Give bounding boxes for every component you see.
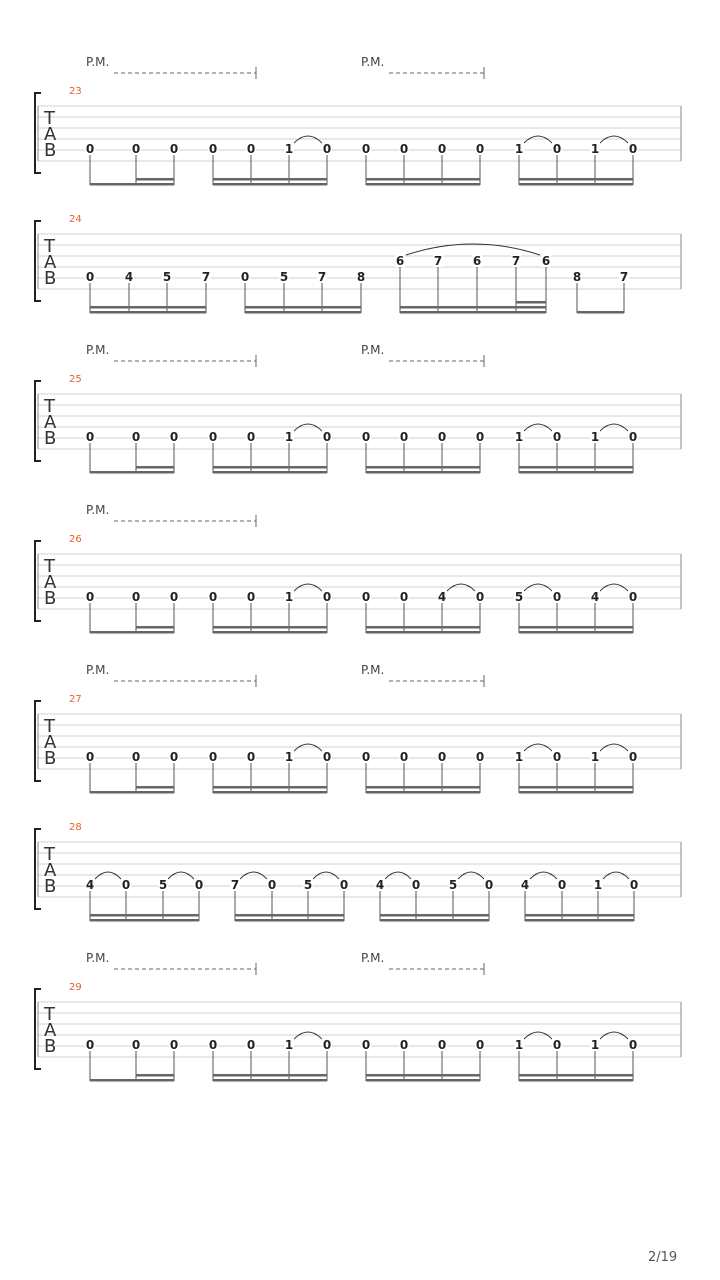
tab-clef-letter: T [44,1004,55,1025]
fret-number: 0 [628,1038,638,1052]
beam [366,183,480,186]
fret-number: 1 [514,142,524,156]
fret-number: 0 [131,590,141,604]
fret-number: 0 [437,142,447,156]
tab-clef-letter: T [44,108,55,129]
tab-system [35,951,681,1082]
fret-number: 1 [284,142,294,156]
fret-number: 0 [246,430,256,444]
beam [525,919,634,922]
fret-number: 0 [552,142,562,156]
fret-number: 0 [208,750,218,764]
tab-system [35,55,681,186]
secondary-beam [136,786,174,789]
fret-number: 0 [361,142,371,156]
beam [213,791,327,794]
fret-number: 0 [322,750,332,764]
fret-number: 0 [208,430,218,444]
beam [519,471,633,474]
fret-number: 0 [246,1038,256,1052]
fret-number: 0 [552,750,562,764]
secondary-beam [380,914,489,917]
tab-clef-letter: T [44,236,55,257]
fret-number: 0 [437,430,447,444]
fret-number: 0 [399,142,409,156]
fret-number: 0 [399,1038,409,1052]
fret-number: 0 [169,1038,179,1052]
measure-number: 24 [69,214,82,225]
fret-number: 8 [356,270,366,284]
fret-number: 0 [208,142,218,156]
fret-number: 5 [448,878,458,892]
tab-clef-letter: B [44,588,57,609]
fret-number: 0 [85,750,95,764]
fret-number: 0 [246,750,256,764]
fret-number: 0 [85,430,95,444]
fret-number: 0 [322,590,332,604]
beam [519,183,633,186]
fret-number: 0 [267,878,277,892]
beam [90,471,174,474]
tab-clef-letter: T [44,844,55,865]
beam [519,791,633,794]
fret-number: 0 [208,590,218,604]
fret-number: 1 [514,750,524,764]
beam [90,919,199,922]
beam [235,919,344,922]
fret-number: 0 [361,590,371,604]
palm-mute-label: P.M. [86,343,110,357]
secondary-beam [519,786,633,789]
secondary-beam [213,786,327,789]
tab-clef-letter: B [44,876,57,897]
beam [90,791,174,794]
beam [366,791,480,794]
fret-number: 4 [124,270,134,284]
secondary-beam [213,1074,327,1077]
measure-number: 25 [69,374,82,385]
measure-number: 26 [69,534,82,545]
fret-number: 0 [85,590,95,604]
fret-number: 1 [284,430,294,444]
fret-number: 4 [375,878,385,892]
fret-number: 0 [246,590,256,604]
tab-clef-letter: T [44,716,55,737]
tab-clef-letter: A [44,732,57,753]
fret-number: 0 [194,878,204,892]
secondary-beam [235,914,344,917]
fret-number: 0 [552,590,562,604]
fret-number: 0 [322,430,332,444]
fret-number: 0 [628,750,638,764]
fret-number: 0 [131,750,141,764]
secondary-beam [519,1074,633,1077]
fret-number: 7 [317,270,327,284]
measure-number: 27 [69,694,82,705]
fret-number: 0 [85,142,95,156]
secondary-beam [213,626,327,629]
secondary-beam [519,626,633,629]
tab-clef-letter: A [44,860,57,881]
tab-clef-letter: A [44,572,57,593]
beam [380,919,489,922]
fret-number: 0 [475,430,485,444]
fret-number: 0 [361,1038,371,1052]
fret-number: 8 [572,270,582,284]
fret-number: 1 [593,878,603,892]
beam [213,631,327,634]
fret-number: 0 [169,142,179,156]
palm-mute-label: P.M. [361,951,385,965]
measure-number: 28 [69,822,82,833]
secondary-beam [136,466,174,469]
fret-number: 1 [590,142,600,156]
fret-number: 0 [131,142,141,156]
fret-number: 1 [284,590,294,604]
fret-number: 0 [131,1038,141,1052]
palm-mute-label: P.M. [86,663,110,677]
tab-system [35,503,681,634]
tab-system [35,214,681,314]
tab-clef-letter: B [44,1036,57,1057]
beam [400,311,546,314]
tab-clef-letter: A [44,1020,57,1041]
page-number: 2/19 [648,1250,678,1265]
fret-number: 0 [322,142,332,156]
fret-number: 0 [629,878,639,892]
secondary-beam [366,178,480,181]
palm-mute-label: P.M. [86,503,110,517]
secondary-beam [90,306,206,309]
fret-number: 0 [628,142,638,156]
beam [90,631,174,634]
secondary-beam [213,178,327,181]
fret-number: 1 [284,1038,294,1052]
fret-number: 4 [520,878,530,892]
fret-number: 1 [514,1038,524,1052]
secondary-beam [366,466,480,469]
fret-number: 0 [399,430,409,444]
tertiary-beam [516,301,546,304]
fret-number: 0 [411,878,421,892]
beam [366,1079,480,1082]
fret-number: 0 [339,878,349,892]
fret-number: 0 [437,1038,447,1052]
fret-number: 5 [158,878,168,892]
fret-number: 0 [169,430,179,444]
fret-number: 5 [303,878,313,892]
palm-mute-label: P.M. [86,951,110,965]
secondary-beam [90,914,199,917]
secondary-beam [400,306,546,309]
fret-number: 0 [628,590,638,604]
beam [213,183,327,186]
beam [90,311,206,314]
fret-number: 0 [121,878,131,892]
tab-system [35,663,681,794]
tab-system [35,343,681,474]
fret-number: 0 [361,750,371,764]
secondary-beam [366,1074,480,1077]
palm-mute-label: P.M. [361,663,385,677]
fret-number: 6 [395,254,405,268]
fret-number: 1 [590,430,600,444]
beam [213,1079,327,1082]
fret-number: 0 [169,750,179,764]
fret-number: 0 [361,430,371,444]
secondary-beam [136,626,174,629]
fret-number: 7 [201,270,211,284]
fret-number: 0 [475,750,485,764]
tab-clef-letter: A [44,124,57,145]
beam [519,631,633,634]
fret-number: 6 [541,254,551,268]
fret-number: 1 [514,430,524,444]
beam [213,471,327,474]
beam [577,311,624,314]
fret-number: 0 [208,1038,218,1052]
fret-number: 1 [590,750,600,764]
measure-number: 23 [69,86,82,97]
fret-number: 0 [399,750,409,764]
tab-clef-letter: A [44,252,57,273]
beam [366,471,480,474]
secondary-beam [213,466,327,469]
fret-number: 0 [552,430,562,444]
fret-number: 7 [230,878,240,892]
tab-clef-letter: T [44,396,55,417]
fret-number: 0 [240,270,250,284]
fret-number: 0 [475,142,485,156]
secondary-beam [136,1074,174,1077]
secondary-beam [519,178,633,181]
fret-number: 5 [514,590,524,604]
fret-number: 0 [85,1038,95,1052]
fret-number: 0 [437,750,447,764]
tab-system [35,822,681,922]
beam [245,311,361,314]
tab-clef-letter: B [44,140,57,161]
secondary-beam [366,626,480,629]
fret-number: 0 [322,1038,332,1052]
fret-number: 0 [475,1038,485,1052]
palm-mute-label: P.M. [86,55,110,69]
fret-number: 0 [557,878,567,892]
fret-number: 0 [552,1038,562,1052]
fret-number: 0 [475,590,485,604]
secondary-beam [525,914,634,917]
tab-clef-letter: B [44,428,57,449]
fret-number: 0 [399,590,409,604]
fret-number: 7 [619,270,629,284]
beam [519,1079,633,1082]
palm-mute-label: P.M. [361,55,385,69]
measure-number: 29 [69,982,82,993]
fret-number: 0 [85,270,95,284]
fret-number: 0 [484,878,494,892]
fret-number: 6 [472,254,482,268]
secondary-beam [245,306,361,309]
fret-number: 7 [433,254,443,268]
fret-number: 5 [279,270,289,284]
fret-number: 1 [590,1038,600,1052]
fret-number: 4 [437,590,447,604]
palm-mute-label: P.M. [361,343,385,357]
beam [366,631,480,634]
fret-number: 7 [511,254,521,268]
secondary-beam [366,786,480,789]
tab-clef-letter: A [44,412,57,433]
fret-number: 0 [628,430,638,444]
fret-number: 1 [284,750,294,764]
tab-clef-letter: T [44,556,55,577]
fret-number: 4 [85,878,95,892]
fret-number: 0 [131,430,141,444]
fret-number: 0 [169,590,179,604]
beam [90,1079,174,1082]
fret-number: 0 [246,142,256,156]
secondary-beam [136,178,174,181]
fret-number: 5 [162,270,172,284]
tab-clef-letter: B [44,748,57,769]
fret-number: 4 [590,590,600,604]
tab-clef-letter: B [44,268,57,289]
secondary-beam [519,466,633,469]
beam [90,183,174,186]
